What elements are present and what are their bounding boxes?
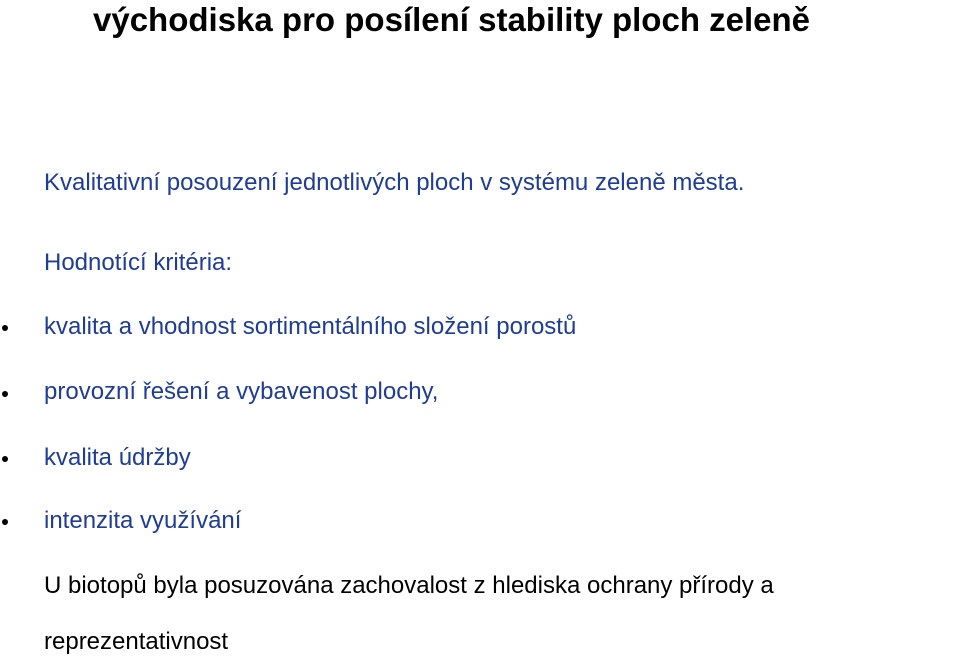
criteria-label: Hodnotící kritéria:	[44, 249, 233, 276]
criteria-item: provozní řešení a vybavenost plochy,	[44, 378, 439, 405]
criteria-item: intenzita využívání	[44, 507, 242, 534]
criteria-item: kvalita a vhodnost sortimentálního složení porostů	[44, 313, 577, 340]
bullet-icon	[2, 519, 8, 525]
intro-text: Kvalitativní posouzení jednotlivých ploch v systému zeleně města.	[44, 169, 745, 196]
bullet-icon	[2, 391, 8, 397]
criteria-item: kvalita údržby	[44, 444, 191, 471]
slide-title: východiska pro posílení stability ploch zeleně	[93, 1, 811, 38]
bullet-icon	[2, 325, 8, 331]
biotope-note-line1: U biotopů byla posuzována zachovalost z hlediska ochrany přírody a	[44, 572, 774, 599]
bullet-icon	[2, 456, 8, 462]
biotope-note-line2: reprezentativnost	[44, 628, 229, 655]
